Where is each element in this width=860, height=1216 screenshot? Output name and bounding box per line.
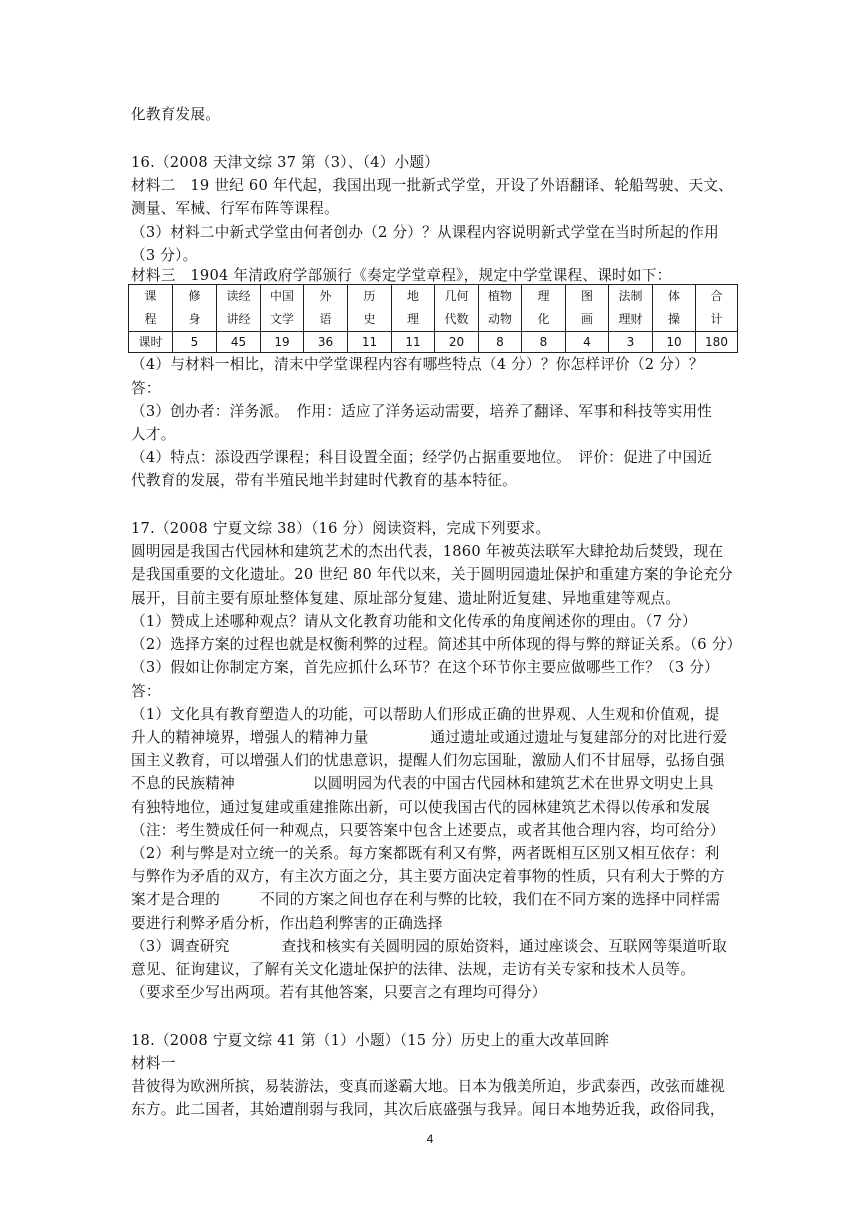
text-line: 意见、征询建议，了解有关文化遗址保护的法律、法规，走访有关专家和技术人员等。 xyxy=(131,961,696,978)
table-cell: 课时 xyxy=(129,332,173,353)
text-line: 与弊作为矛盾的双方，有主次方面之分，其主要方面决定着事物的性质，只有利大于弊的方 xyxy=(131,868,725,885)
text-line: （3）创办者：洋务派。 作用：适应了洋务运动需要，培养了翻译、军事和科技等实用性 xyxy=(131,403,713,420)
text-line: 国主义教育，可以增强人们的忧患意识，提醒人们勿忘国耻，激励人们不甘屈辱，弘扬自强 xyxy=(131,752,725,769)
table-header-cell: 中国 文学 xyxy=(261,285,304,332)
table-header-cell: 理 化 xyxy=(522,285,566,332)
page-number: 4 xyxy=(426,1132,434,1146)
text-line: 化教育发展。 xyxy=(131,106,221,123)
text-line xyxy=(131,935,731,959)
question-17-heading: 17.（2008 宁夏文综 38）（16 分）阅读资料，完成下列要求。 xyxy=(131,520,551,537)
table-header-cell: 合 计 xyxy=(696,285,738,332)
question-18-heading: 18.（2008 宁夏文综 41 第（1）小题）（15 分）历史上的重大改革回眸 xyxy=(131,1032,610,1049)
text-segment: 案才是合理的 xyxy=(131,891,221,908)
table-header-cell: 植物 动物 xyxy=(479,285,522,332)
table-header-cell: 课 程 xyxy=(129,285,173,332)
table-cell: 180 xyxy=(696,332,738,353)
text-line xyxy=(131,772,731,796)
table-header-cell: 图 画 xyxy=(566,285,609,332)
table-cell: 36 xyxy=(304,332,348,353)
text-line: 昔彼得为欧洲所摈，易装游法，变真而遂霸大地。日本为俄美所迫，步武泰西，改弦而雄视 xyxy=(131,1078,725,1095)
text-line: （1）赞成上述哪种观点？请从文化教育功能和文化传承的角度阐述你的理由。（7 分） xyxy=(131,613,697,630)
table-cell: 5 xyxy=(173,332,217,353)
table-cell: 45 xyxy=(217,332,261,353)
course-hours-table xyxy=(128,284,738,353)
text-segment: 不同的方案之间也存在利与弊的比较，我们在不同方案的选择中同样需 xyxy=(260,891,721,908)
note-line: （注：考生赞成任何一种观点，只要答案中包含上述要点，或者其他合理内容，均可给分） xyxy=(131,822,725,839)
text-line: 测量、军械、行军布阵等课程。 xyxy=(131,200,339,217)
text-line: 要进行利弊矛盾分析，作出趋利弊害的正确选择 xyxy=(131,915,443,932)
table-cell: 19 xyxy=(261,332,304,353)
text-line: （4）与材料一相比，清末中学堂课程内容有哪些特点（4 分）？你怎样评价（2 分）？ xyxy=(131,356,704,373)
table-header-cell: 法制 理财 xyxy=(609,285,653,332)
table-header-cell: 修 身 xyxy=(173,285,217,332)
table-row xyxy=(129,332,738,353)
table-header-row xyxy=(129,285,738,332)
text-line: （2）利与弊是对立统一的关系。每方案都既有利又有弊，两者既相互区别又相互依存：利 xyxy=(131,845,720,862)
text-line xyxy=(131,726,731,750)
text-segment: 通过遗址或通过遗址与复建部分的对比进行爱 xyxy=(430,729,728,746)
text-line: （3）材料二中新式学堂由何者创办（2 分）？从课程内容说明新式学堂在当时所起的作用 xyxy=(131,224,720,241)
text-line: 材料二 19 世纪 60 年代起，我国出现一批新式学堂，开设了外语翻译、轮船驾驶、天文、 xyxy=(131,177,734,194)
text-line: 东方。此二国者，其始遭削弱与我同，其次后底盛强与我异。闻日本地势近我，政俗同我， xyxy=(131,1101,725,1118)
table-cell: 8 xyxy=(522,332,566,353)
text-line: （2）选择方案的过程也就是权衡利弊的过程。简述其中所体现的得与弊的辩证关系。（6 分） xyxy=(131,636,742,653)
text-line: 人才。 xyxy=(131,426,176,443)
answer-label: 答： xyxy=(131,380,161,397)
table-cell: 11 xyxy=(392,332,435,353)
text-line: （1）文化具有教育塑造人的功能，可以帮助人们形成正确的世界观、人生观和价值观，提 xyxy=(131,706,720,723)
text-segment: 不息的民族精神 xyxy=(131,775,235,792)
text-line: 圆明园是我国古代园林和建筑艺术的杰出代表，1860 年被英法联军大肆抢劫后焚毁，现在 xyxy=(131,543,724,560)
text-line: 展开，目前主要有原址整体复建、原址部分复建、遗址附近复建、异地重建等观点。 xyxy=(131,590,681,607)
table-cell: 20 xyxy=(435,332,479,353)
text-line: （4）特点：添设西学课程；科目设置全面；经学仍占据重要地位。 评价：促进了中国近 xyxy=(131,449,713,466)
text-segment: （3）调查研究 xyxy=(131,938,230,955)
question-16-heading: 16.（2008 天津文综 37 第（3）、（4）小题） xyxy=(131,154,440,171)
table-cell: 11 xyxy=(348,332,392,353)
table-header-cell: 地 理 xyxy=(392,285,435,332)
table-header-cell: 外 语 xyxy=(304,285,348,332)
text-line: 材料三 1904 年清政府学部颁行《奏定学堂章程》，规定中学堂课程、课时如下： xyxy=(131,267,672,284)
note-line: （要求至少写出两项。若有其他答案，只要言之有理均可得分） xyxy=(131,984,547,1001)
text-line: （3）假如让你制定方案，首先应抓什么环节？在这个环节你主要应做哪些工作？（3 分） xyxy=(131,659,720,676)
text-line xyxy=(131,888,731,912)
table-cell: 10 xyxy=(653,332,696,353)
text-segment: 查找和核实有关圆明园的原始资料，通过座谈会、互联网等渠道听取 xyxy=(281,938,727,955)
table-cell: 8 xyxy=(479,332,522,353)
text-segment: 以圆明园为代表的中国古代园林和建筑艺术在世界文明史上具 xyxy=(312,775,714,792)
table-header-cell: 体 操 xyxy=(653,285,696,332)
answer-label: 答： xyxy=(131,683,161,700)
table-header-cell: 读经 讲经 xyxy=(217,285,261,332)
text-line: 有独特地位，通过复建或重建推陈出新，可以使我国古代的园林建筑艺术得以传承和发展 xyxy=(131,799,710,816)
table-header-cell: 历 史 xyxy=(348,285,392,332)
table-cell: 4 xyxy=(566,332,609,353)
table-header-cell: 几何 代数 xyxy=(435,285,479,332)
text-segment: 升人的精神境界，增强人的精神力量 xyxy=(131,729,369,746)
text-line: 代教育的发展，带有半殖民地半封建时代教育的基本特征。 xyxy=(131,472,517,489)
text-line: 材料一 xyxy=(131,1055,176,1072)
table-cell: 3 xyxy=(609,332,653,353)
text-line: （3 分）。 xyxy=(131,247,198,264)
text-line: 是我国重要的文化遗址。20 世纪 80 年代以来，关于圆明园遗址保护和重建方案的争论充分 xyxy=(131,566,734,583)
